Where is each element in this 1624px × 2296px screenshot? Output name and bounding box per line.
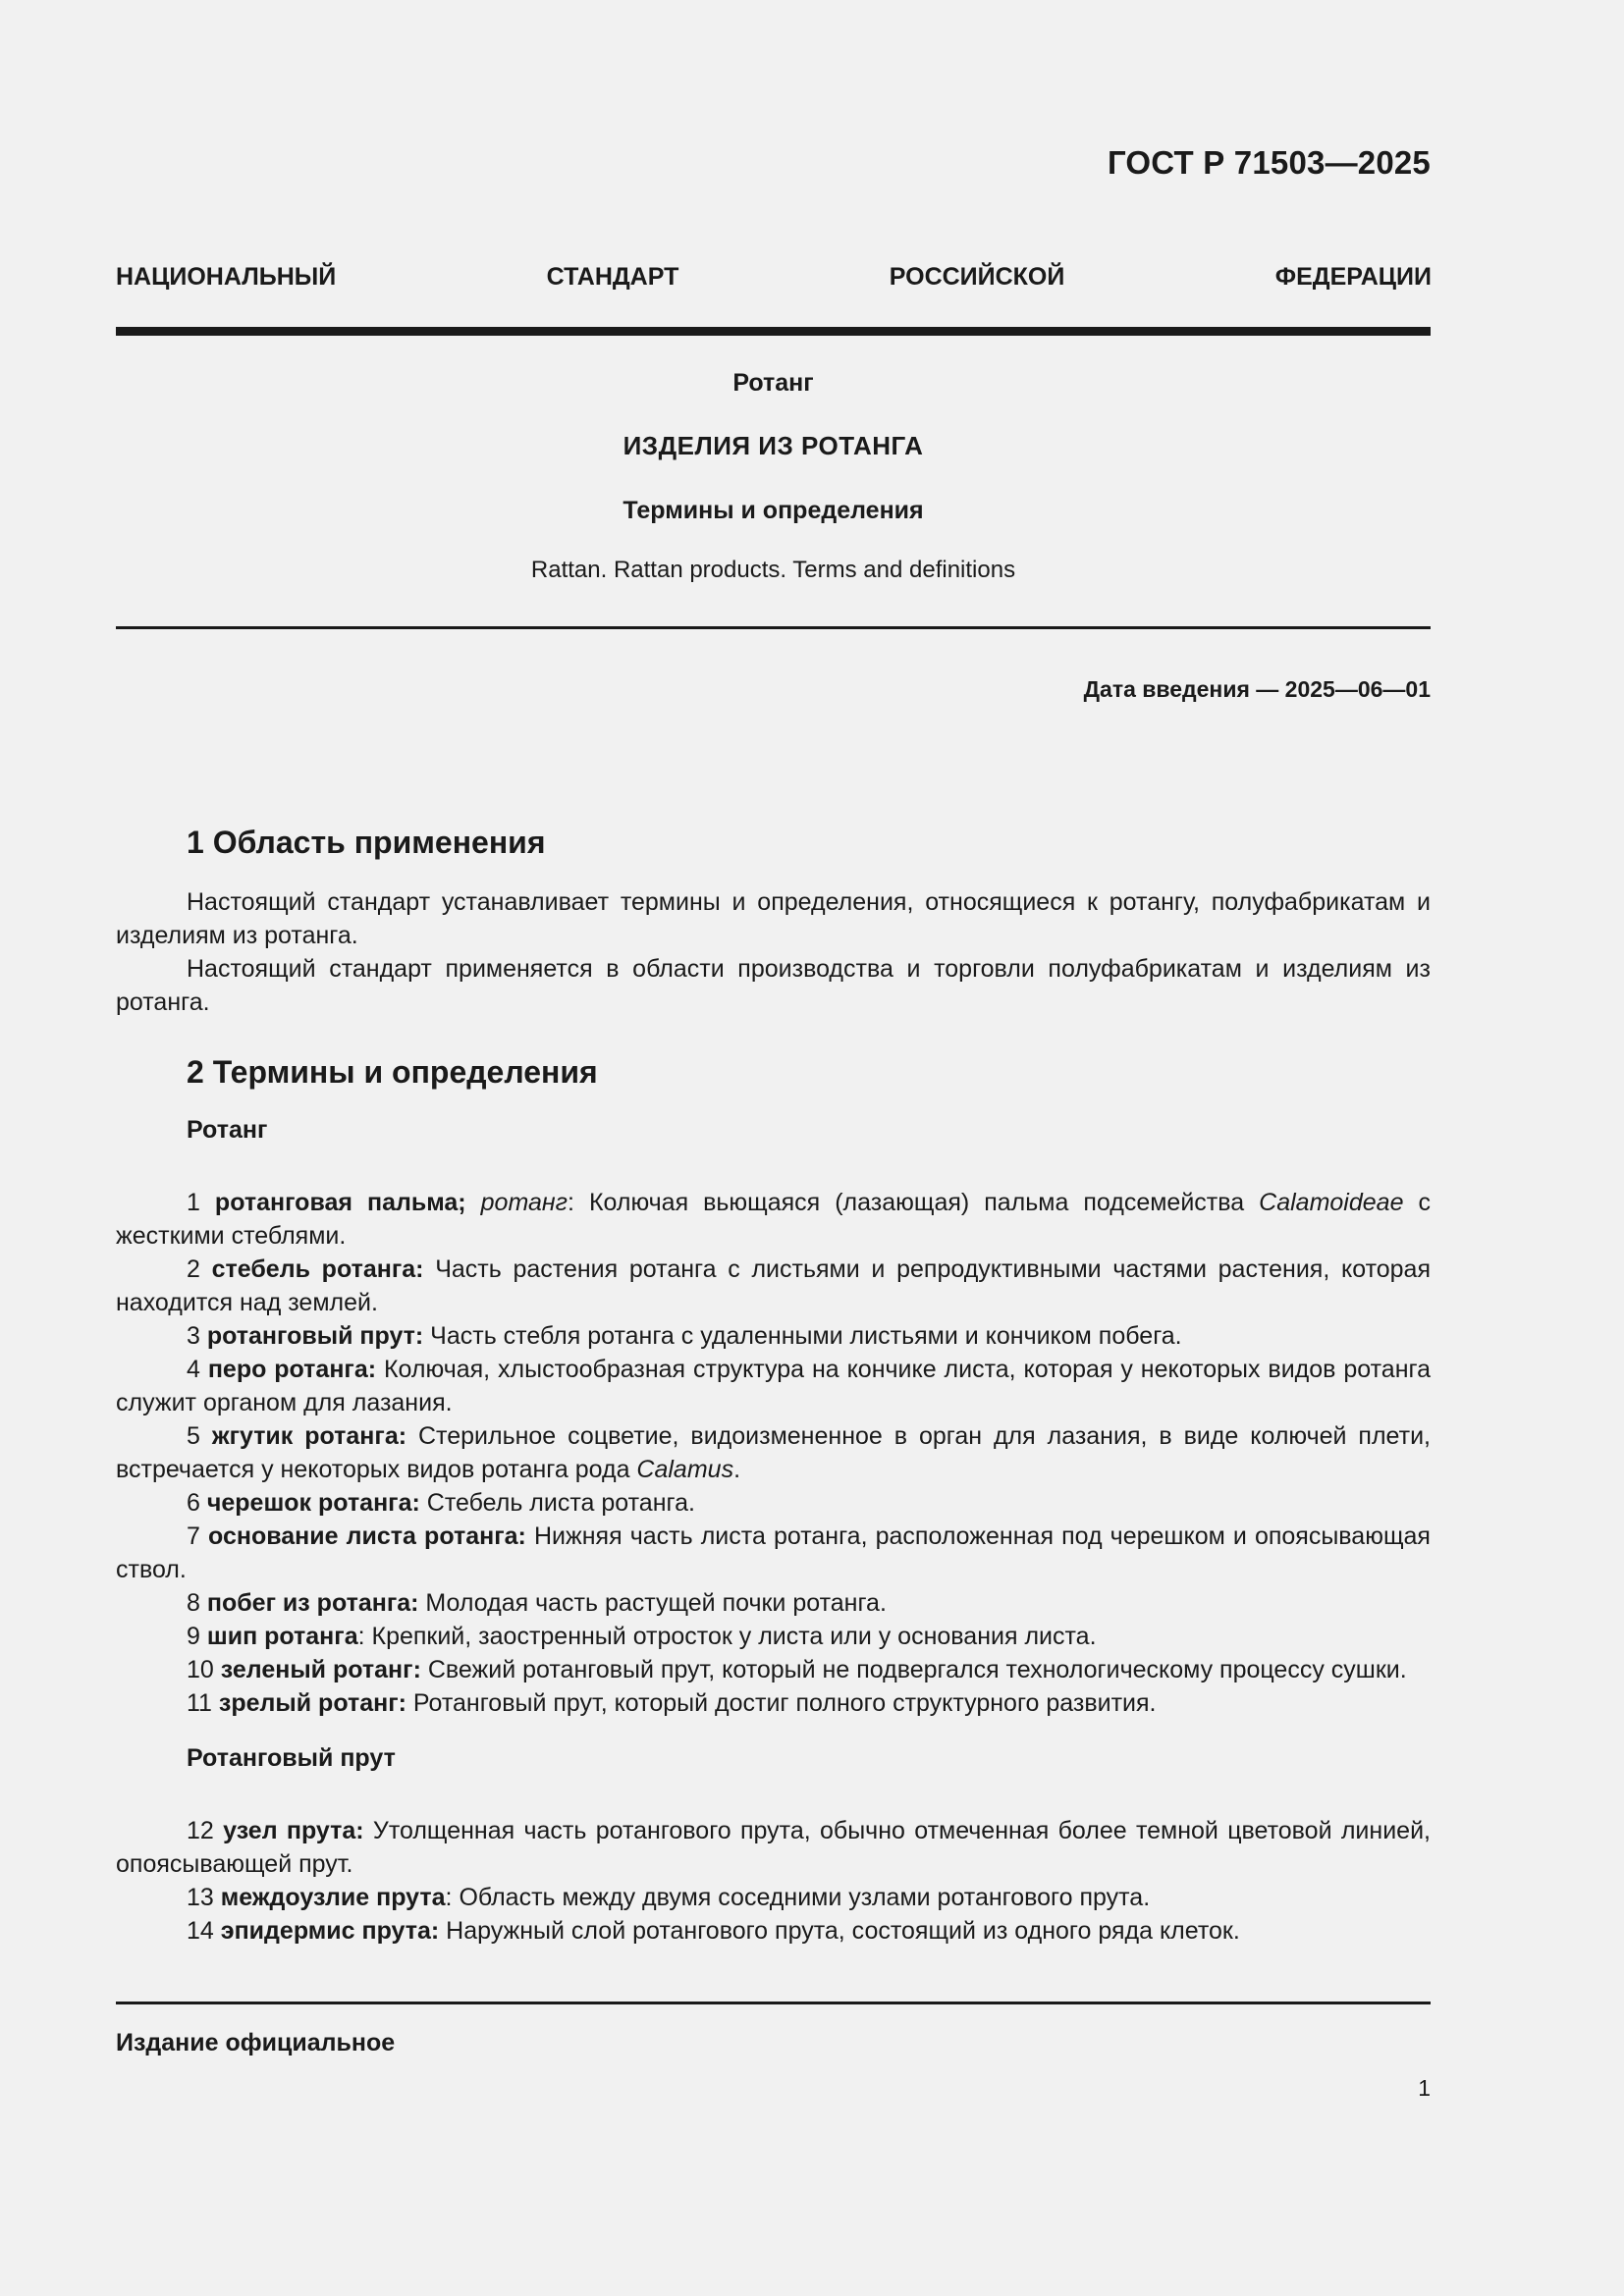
term-entry: 1 ротанговая пальма; ротанг: Колючая вьющаяся (лазающая) пальма подсемейства Calamoideae с жесткими стеблями. [116,1189,1431,1250]
subject-title: Ротанг [732,369,814,397]
term-entry: 12 узел прута: Утолщенная часть ротангового прута, обычно отмеченная более темной цветовой линией, опоясывающей прут. [116,1817,1431,1878]
term-entry: 5 жгутик ротанга: Стерильное соцветие, видоизмененное в орган для лазания, в виде колючей плети, встречается у некоторых видов ротанга рода Calamus. [116,1422,1431,1483]
section-2-heading: 2 Термины и определения [187,1054,598,1090]
term-entry: 13 междоузлие прута: Область между двумя соседними узлами ротангового прута. [187,1884,1151,1911]
document-subtitle: Термины и определения [623,497,924,524]
title-divider [116,626,1431,629]
term-entry: 14 эпидермис прута: Наружный слой ротангового прута, состоящий из одного ряда клеток. [187,1917,1240,1945]
official-edition-label: Издание официальное [116,2029,396,2056]
term-entry: 9 шип ротанга: Крепкий, заостренный отросток у листа или у основания листа. [187,1623,1097,1650]
document-title: ИЗДЕЛИЯ ИЗ РОТАНГА [623,431,924,460]
section-1-paragraph: Настоящий стандарт устанавливает термины и определения, относящиеся к ротангу, полуфабрикатам и изделиям из ротанга. [116,888,1431,949]
national-standard-heading: НАЦИОНАЛЬНЫЙ СТАНДАРТ РОССИЙСКОЙ ФЕДЕРАЦИИ [116,263,1432,291]
term-group-heading: Ротанговый прут [187,1744,396,1772]
document-body [116,821,1431,1948]
term-entry: 7 основание листа ротанга: Нижняя часть листа ротанга, расположенная под черешком и опоясывающая ствол. [116,1522,1431,1583]
document-code: ГОСТ Р 71503—2025 [1107,144,1431,181]
page-number: 1 [1418,2075,1431,2101]
term-entry: 6 черешок ротанга: Стебель листа ротанга. [187,1489,695,1517]
term-entry: 4 перо ротанга: Колючая, хлыстообразная структура на кончике листа, которая у некоторых видов ротанга служит органом для лазания. [116,1356,1431,1416]
term-entry: 2 стебель ротанга: Часть растения ротанга с листьями и репродуктивными частями растения, которая находится над землей. [116,1255,1431,1316]
section-1-heading: 1 Область применения [187,825,546,860]
term-group-heading: Ротанг [187,1116,268,1144]
term-entry: 3 ротанговый прут: Часть стебля ротанга с удаленными листьями и кончиком побега. [187,1322,1182,1350]
introduction-date: Дата введения — 2025—06—01 [1083,676,1431,702]
term-entry: 10 зеленый ротанг: Свежий ротанговый прут, который не подвергался технологическому процессу сушки. [187,1656,1407,1683]
term-entry: 8 побег из ротанга: Молодая часть растущей почки ротанга. [187,1589,887,1617]
footer-divider [116,2002,1431,2004]
section-1-paragraph: Настоящий стандарт применяется в области производства и торговли полуфабрикатам и изделиям из ротанга. [116,955,1431,1016]
term-entry: 11 зрелый ротанг: Ротанговый прут, который достиг полного структурного развития. [187,1689,1157,1717]
english-title: Rattan. Rattan products. Terms and definitions [530,557,1016,583]
header-divider [116,327,1431,336]
